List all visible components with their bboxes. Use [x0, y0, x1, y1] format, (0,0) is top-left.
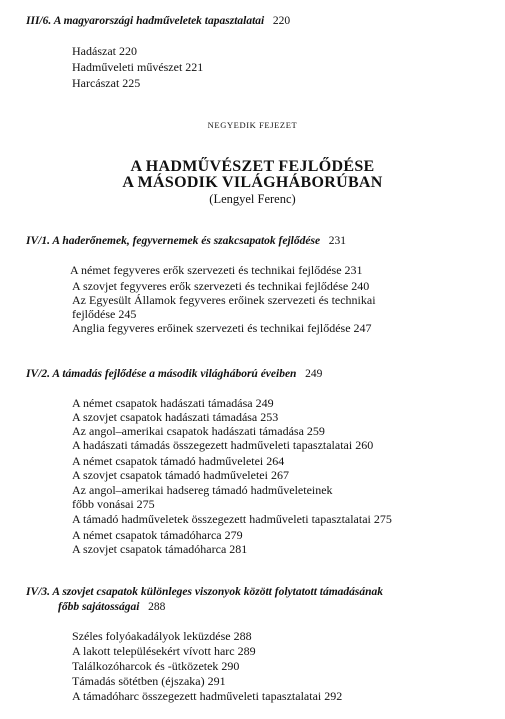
chapter-label: NEGYEDIK FEJEZET [207, 120, 298, 130]
section-heading-page: 288 [148, 601, 166, 613]
toc-entry: Hadműveleti művészet 221 [72, 60, 204, 74]
toc-entry: A szovjet fegyveres erők szervezeti és technikai fejlődése 240 [72, 279, 370, 293]
toc-entry: A szovjet csapatok támadóharca 281 [72, 542, 248, 556]
toc-entry: A támadóharc összegezett hadműveleti tapasztalatai 292 [72, 689, 343, 703]
toc-entry: Az angol–amerikai csapatok hadászati támadása 259 [72, 424, 325, 438]
section-heading-text: IV/2. A támadás fejlődése a második világháború éveiben [26, 368, 297, 380]
toc-entry: fejlődése 245 [72, 307, 137, 321]
toc-entry: Harcászat 225 [72, 76, 141, 90]
section-heading-iv-1 [26, 234, 346, 248]
chapter-title-line2: A MÁSODIK VILÁGHÁBORÚBAN [122, 174, 383, 191]
toc-entry: Hadászat 220 [72, 44, 137, 58]
toc-entry: A támadó hadműveletek összegezett hadműveleti tapasztalatai 275 [72, 512, 392, 526]
toc-entry: Találkozóharcok és -ütközetek 290 [72, 659, 240, 673]
section-heading-text: IV/1. A haderőnemek, fegyvernemek és szakcsapatok fejlődése [26, 235, 321, 247]
section-heading-iv-2 [26, 367, 322, 381]
toc-entry: Az Egyesült Államok fegyveres erőinek szervezeti és technikai [72, 293, 376, 307]
toc-entry: Az angol–amerikai hadsereg támadó hadműveleteinek [72, 483, 333, 497]
section-heading-iii-6 [26, 14, 290, 28]
section-heading-text: III/6. A magyarországi hadműveletek tapasztalatai [26, 15, 265, 27]
toc-entry: A német fegyveres erők szervezeti és technikai fejlődése 231 [70, 263, 363, 277]
section-heading-page: 231 [328, 235, 346, 247]
section-heading-text: főbb sajátosságai [58, 601, 140, 613]
toc-entry: A szovjet csapatok támadó hadműveletei 267 [72, 468, 289, 482]
section-heading-page: 249 [305, 368, 323, 380]
toc-entry: A hadászati támadás összegezett hadműveleti tapasztalatai 260 [72, 438, 374, 452]
section-heading-iv-3 [26, 585, 383, 599]
toc-entry: A német csapatok támadó hadműveletei 264 [72, 454, 285, 468]
chapter-author: (Lengyel Ferenc) [209, 192, 296, 206]
toc-entry: Támadás sötétben (éjszaka) 291 [72, 674, 226, 688]
section-heading-text: IV/3. A szovjet csapatok különleges viszonyok között folytatott támadásának [26, 586, 384, 598]
section-heading-page: 220 [272, 15, 291, 27]
toc-entry: A német csapatok támadóharca 279 [72, 528, 243, 542]
toc-entry: Széles folyóakadályok leküzdése 288 [72, 629, 252, 643]
toc-entry: A lakott településekért vívott harc 289 [72, 644, 256, 658]
chapter-title-line1: A HADMŰVÉSZET FEJLŐDÉSE [130, 158, 375, 175]
section-heading-iv-3-cont [58, 600, 165, 614]
toc-entry: Anglia fegyveres erőinek szervezeti és technikai fejlődése 247 [72, 321, 372, 335]
toc-entry: A német csapatok hadászati támadása 249 [72, 396, 274, 410]
toc-entry: főbb vonásai 275 [72, 497, 155, 511]
toc-entry: A szovjet csapatok hadászati támadása 253 [72, 410, 279, 424]
